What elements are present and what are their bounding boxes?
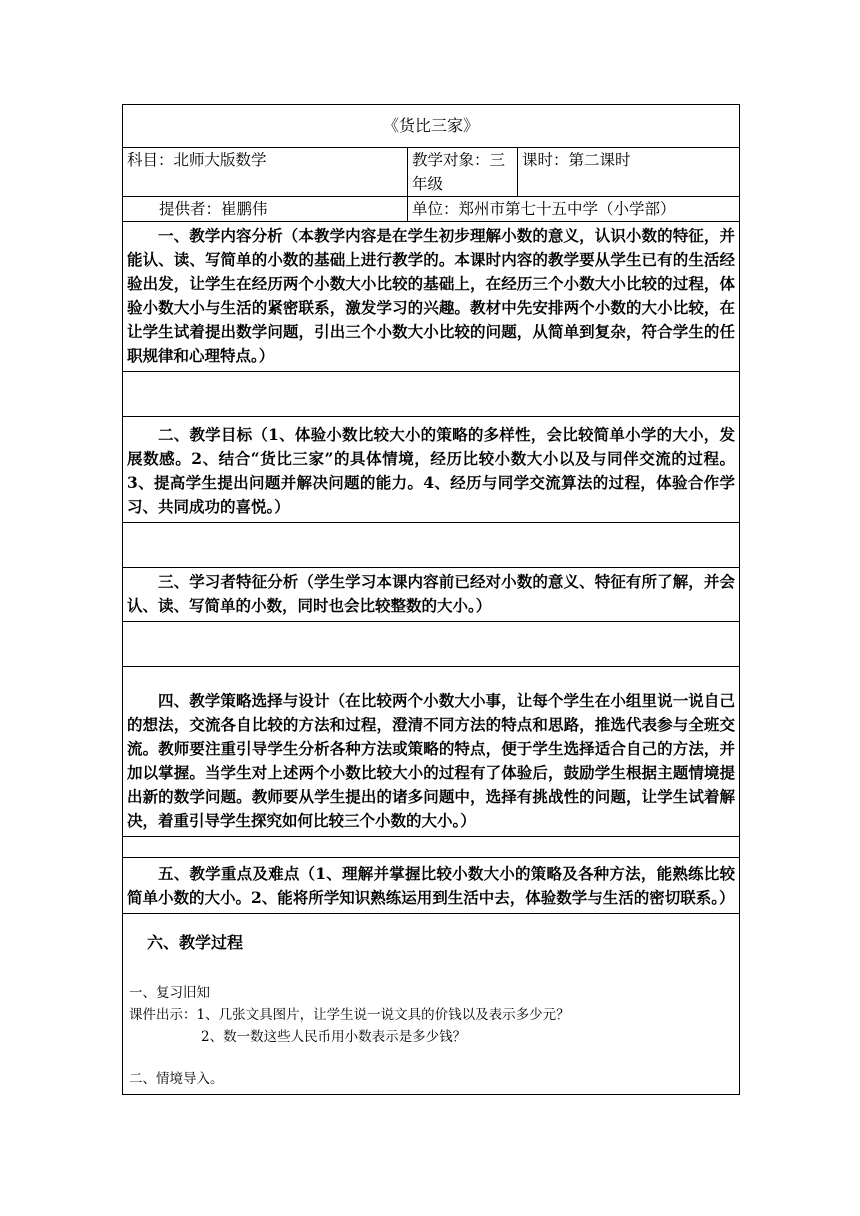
- title-row: [123, 105, 740, 148]
- learner-row: [123, 568, 740, 622]
- intro-heading: 二、情境导入。: [129, 1071, 224, 1087]
- strategy-row: [123, 667, 740, 837]
- empty-cell: [123, 372, 740, 417]
- subject-cell: 科目：北师大版数学: [123, 148, 408, 197]
- process-row: [123, 914, 740, 1095]
- key-points: 五、教学重点及难点（1、理解并掌握比较小数大小的策略及各种方法，能熟练比较简单小数的大小。2、能将所学知识熟练运用到生活中去，体验数学与生活的密切联系。）: [123, 858, 740, 914]
- empty-cell: [123, 837, 740, 858]
- lesson-plan-page: [122, 104, 739, 1095]
- objectives-row: [123, 417, 740, 523]
- info-row-2: [123, 197, 740, 222]
- content-analysis: 一、教学内容分析（本教学内容是在学生初步理解小数的意义，认识小数的特征，并能认、读、写简单的小数的基础上进行教学的。本课时内容的教学要从学生已有的生活经验出发，让学生在经历两个小数大小比较的基础上，在经历三个小数大小比较的过程，体验小数大小与生活的紧密联系，激发学习的兴趣。教材中先安排两个小数的大小比较，在让学生试着提出数学问题，引出三个小数大小比较的问题，从简单到复杂，符合学生的任职规律和心理特点。）: [123, 222, 740, 372]
- empty-row-1: [123, 372, 740, 417]
- teaching-objectives: 二、教学目标（1、体验小数比较大小的策略的多样性，会比较简单小学的大小，发展数感。2、结合“货比三家”的具体情境，经历比较小数大小以及与同伴交流的过程。3、提高学生提出问题并解决问题的能力。4、经历与同学交流算法的过程，体验合作学习、共同成功的喜悦。）: [123, 417, 740, 523]
- teaching-process: [123, 914, 740, 1095]
- empty-row-3: [123, 622, 740, 667]
- lesson-plan-table: [122, 104, 740, 1095]
- provider-cell: 提供者：崔鹏伟: [123, 197, 408, 222]
- lesson-title: 《货比三家》: [123, 105, 740, 148]
- review-item-2: 2、数一数这些人民币用小数表示是多少钱？: [201, 1029, 467, 1045]
- review-heading: 一、复习旧知: [129, 985, 210, 1001]
- empty-cell: [123, 523, 740, 568]
- period-cell: 课时：第二课时: [518, 148, 740, 197]
- learner-analysis: 三、学习者特征分析（学生学习本课内容前已经对小数的意义、特征有所了解，并会认、读、写简单的小数，同时也会比较整数的大小。）: [123, 568, 740, 622]
- content-analysis-row: [123, 222, 740, 372]
- key-points-row: [123, 858, 740, 914]
- empty-row-2: [123, 523, 740, 568]
- target-cell: 教学对象：三年级: [408, 148, 518, 197]
- empty-row-4: [123, 837, 740, 858]
- review-item-1: 课件出示：1、几张文具图片，让学生说一说文具的价钱以及表示多少元？: [129, 1007, 570, 1023]
- empty-cell: [123, 622, 740, 667]
- teaching-strategy: 四、教学策略选择与设计（在比较两个小数大小事，让每个学生在小组里说一说自己的想法，交流各自比较的方法和过程，澄清不同方法的特点和思路，推选代表参与全班交流。教师要注重引导学生分析各种方法或策略的特点，便于学生选择适合自己的方法，并加以掌握。当学生对上述两个小数比较大小的过程有了体验后，鼓励学生根据主题情境提出新的数学问题。教师要从学生提出的诸多问题中，选择有挑战性的问题，让学生试着解决，着重引导学生探究如何比较三个小数的大小。）: [123, 667, 740, 837]
- spacer: [129, 1048, 735, 1068]
- process-heading: 六、教学过程: [147, 933, 244, 952]
- info-row-1: [123, 148, 740, 197]
- unit-cell: 单位：郑州市第七十五中学（小学部）: [408, 197, 740, 222]
